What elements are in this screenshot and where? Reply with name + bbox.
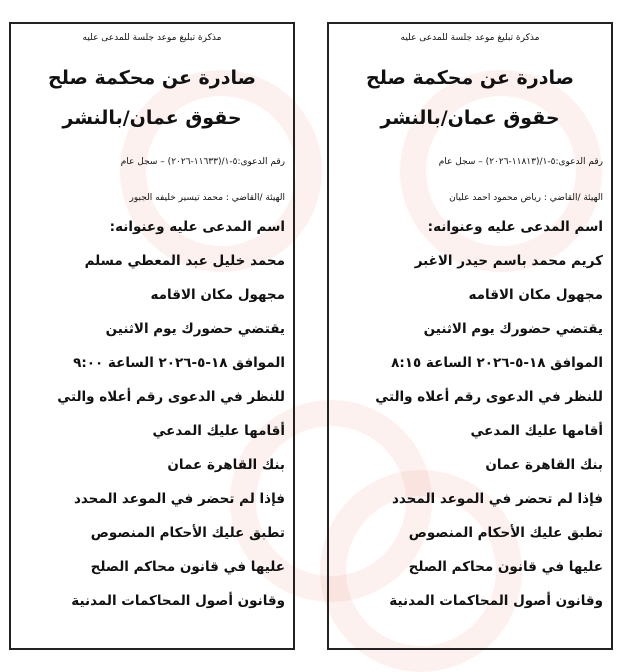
judge-panel: الهيئة /القاضي : رياض محمود احمد عليان [449,193,603,203]
body-line: أقامها عليك المدعي [470,423,603,439]
court-branch: حقوق عمان/بالنشر [380,107,560,129]
court-name: صادرة عن محكمة صلح [48,67,256,89]
body-line: فإذا لم تحضر في الموعد المحدد [73,491,285,507]
body-line: عليها في قانون محاكم الصلح [408,559,603,575]
body-line: الموافق ١٨-٥-٢٠٢٦ الساعة ٩:٠٠ [73,355,285,371]
body-line: مجهول مكان الاقامه [150,287,285,303]
judge-panel: الهيئة /القاضي : محمد تيسير خليفه الجبور [129,193,285,203]
body-line: عليها في قانون محاكم الصلح [90,559,285,575]
body-line: اسم المدعى عليه وعنوانه: [427,219,603,235]
court-branch: حقوق عمان/بالنشر [62,107,242,129]
body-line: فإذا لم تحضر في الموعد المحدد [391,491,603,507]
body-line: أقامها عليك المدعي [152,423,285,439]
notice-caption: مذكرة تبليغ موعد جلسة للمدعى عليه [400,33,540,43]
body-line: بنك القاهرة عمان [485,457,603,473]
body-line: يقتضي حضورك يوم الاثنين [423,321,603,337]
body-line: كريم محمد باسم حيدر الاغبر [414,253,603,269]
notice-right [327,22,613,650]
body-line: بنك القاهرة عمان [167,457,285,473]
notice-caption: مذكرة تبليغ موعد جلسة للمدعى عليه [82,33,222,43]
body-line: يقتضي حضورك يوم الاثنين [105,321,285,337]
notice-left [9,22,295,650]
body-line: وقانون أصول المحاكمات المدنية [389,593,603,609]
body-line: للنظر في الدعوى رقم أعلاه والتي [375,389,603,405]
body-line: وقانون أصول المحاكمات المدنية [71,593,285,609]
case-number: رقم الدعوى:٥-١/(١١٦٣٣-٢٠٢٦) – سجل عام [120,157,285,167]
court-name: صادرة عن محكمة صلح [366,67,574,89]
body-line: تطبق عليك الأحكام المنصوص [90,525,285,541]
body-line: تطبق عليك الأحكام المنصوص [408,525,603,541]
body-line: محمد خليل عبد المعطي مسلم [84,253,285,269]
body-line: اسم المدعى عليه وعنوانه: [109,219,285,235]
body-line: الموافق ١٨-٥-٢٠٢٦ الساعة ٨:١٥ [391,355,603,371]
case-number: رقم الدعوى:٥-١/(١١٨١٣-٢٠٢٦) – سجل عام [438,157,603,167]
body-line: مجهول مكان الاقامه [468,287,603,303]
body-line: للنظر في الدعوى رقم أعلاه والتي [57,389,285,405]
